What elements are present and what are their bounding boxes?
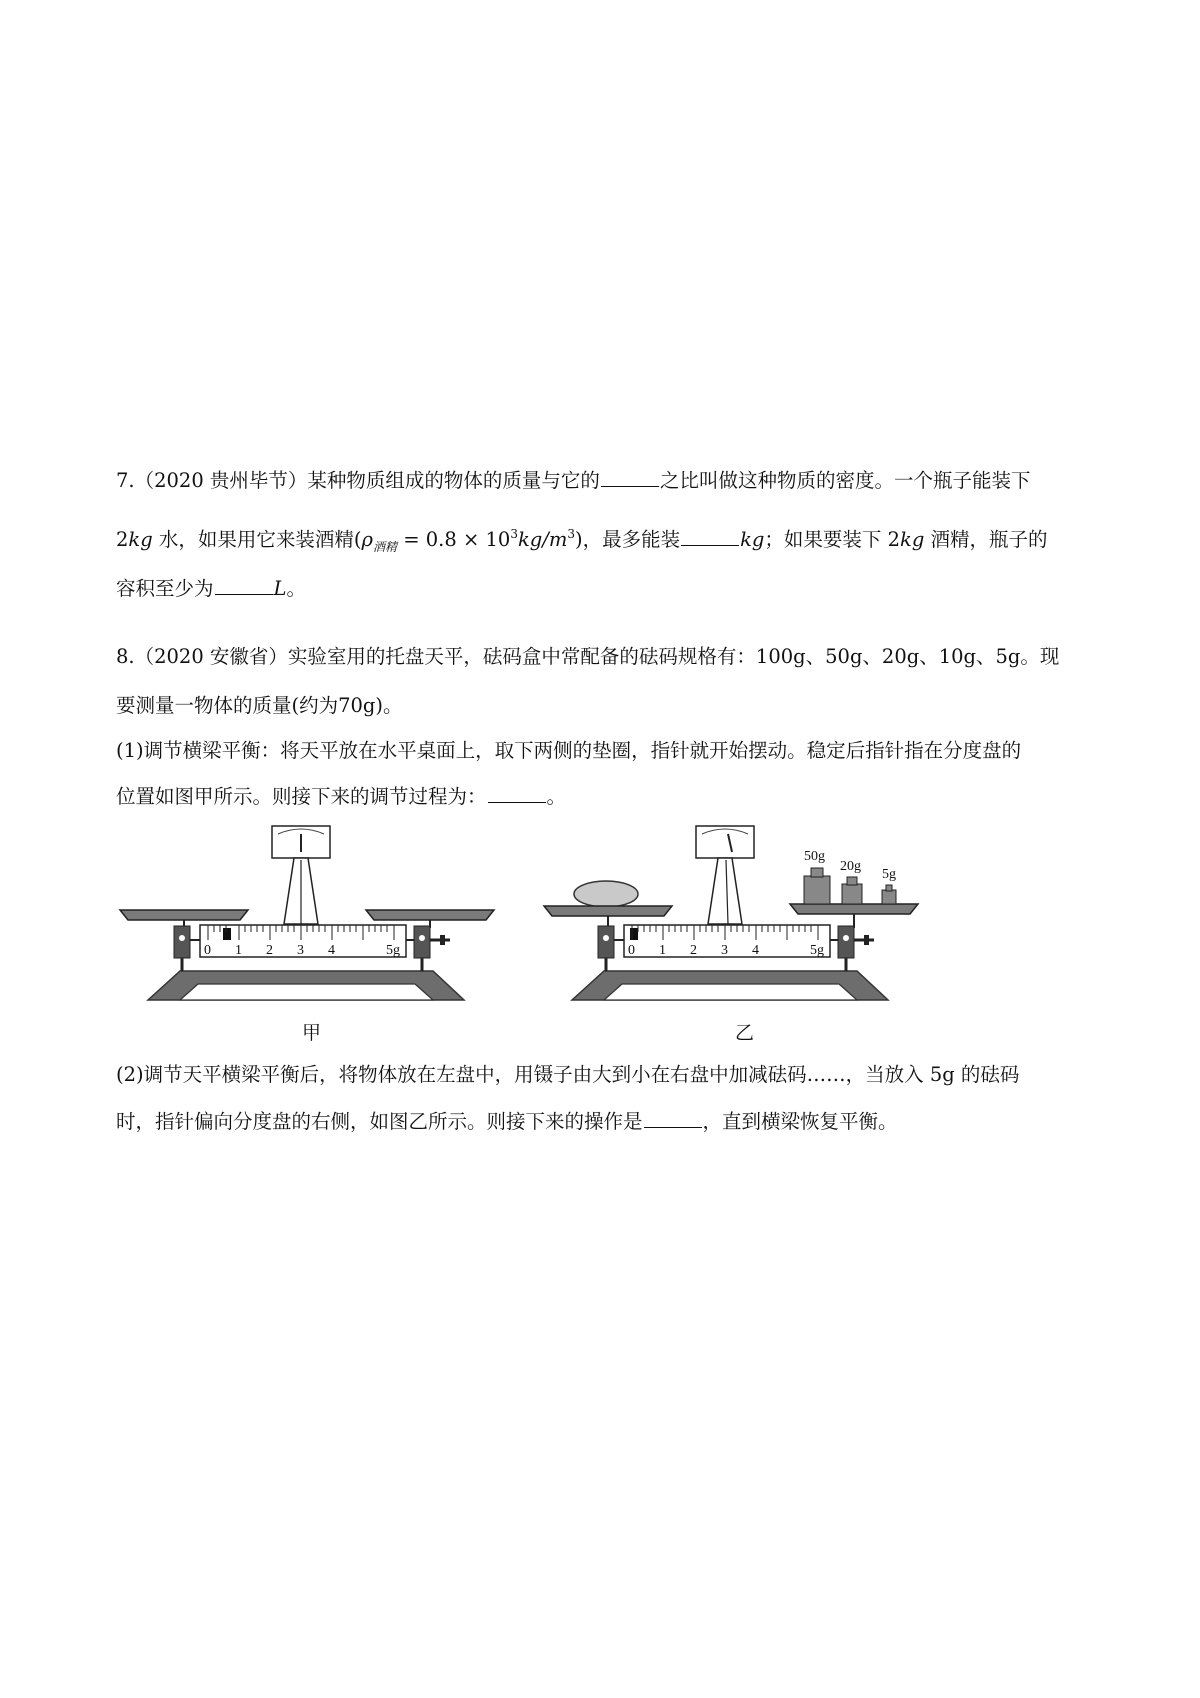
rider xyxy=(630,928,638,940)
tick-label: 1 xyxy=(235,943,242,958)
q7-text: 之比叫做这种物质的密度。一个瓶子能装下 xyxy=(659,469,1031,492)
q7-line3 xyxy=(116,574,306,603)
q8-text: 位置如图甲所示。则接下来的调节过程为： xyxy=(116,785,487,808)
q8-part1-line2 xyxy=(116,782,566,811)
q8-part2-line2 xyxy=(116,1107,898,1136)
right-pan xyxy=(366,910,494,920)
q8-text: 时，指针偏向分度盘的右侧，如图乙所示。则接下来的操作是 xyxy=(116,1110,643,1133)
rider xyxy=(223,928,231,940)
right-knob xyxy=(414,926,430,958)
answer-blank[interactable] xyxy=(681,525,739,546)
q7-line2 xyxy=(116,520,1048,561)
tick-label: 3 xyxy=(297,943,304,958)
balance-nut xyxy=(864,935,869,945)
q7-text: )，最多能装 xyxy=(574,528,681,551)
q7-text: = 0.8 × 10 xyxy=(397,528,511,551)
tick-label: 1 xyxy=(659,943,666,958)
knob-dot xyxy=(419,935,425,941)
balance-figure-right xyxy=(542,824,922,1014)
tick-label: 5g xyxy=(810,943,824,958)
q7-text: 水，如果用它来装酒精( xyxy=(152,528,362,551)
balance-base-cutout xyxy=(180,984,433,1000)
weight-50g-knob xyxy=(811,868,823,877)
right-pan xyxy=(790,904,918,914)
weight-label: 20g xyxy=(840,859,861,874)
weight-label: 50g xyxy=(804,849,825,864)
exponent: 3 xyxy=(510,527,518,541)
q8-line1: 8.（2020 安徽省）实验室用的托盘天平，砝码盒中常配备的砝码规格有：100g、50g、20g、10g、5g。现 xyxy=(116,645,1060,668)
left-pan xyxy=(544,906,672,916)
unit-kg: kg xyxy=(128,528,153,551)
weight-20g-knob xyxy=(847,877,857,885)
weight-label: 5g xyxy=(882,867,896,882)
knob-dot xyxy=(603,935,609,941)
q7-text: 2 xyxy=(116,528,129,551)
q8-line2: 要测量一物体的质量(约为70g)。 xyxy=(116,694,403,717)
q7-text: ；如果要装下 2 xyxy=(764,528,900,551)
tick-label: 4 xyxy=(752,943,759,958)
tick-label: 5g xyxy=(386,943,400,958)
unit-density: kg/m xyxy=(517,528,568,551)
knob-dot xyxy=(843,935,849,941)
balance-nut xyxy=(440,935,445,945)
tick-label: 0 xyxy=(628,943,635,958)
unit-liter: L xyxy=(273,577,287,600)
unit-kg: kg xyxy=(900,528,925,551)
exponent: 3 xyxy=(567,527,575,541)
answer-blank[interactable] xyxy=(488,782,546,803)
weight-20g xyxy=(842,884,862,904)
answer-blank[interactable] xyxy=(601,466,659,487)
rho-symbol: ρ xyxy=(361,528,374,551)
caption-jia: 甲 xyxy=(302,1022,322,1044)
tick-label: 2 xyxy=(690,943,697,958)
q8-text: 。 xyxy=(546,785,567,808)
weight-5g-knob xyxy=(886,885,892,891)
rho-subscript: 酒精 xyxy=(373,540,398,554)
tick-label: 4 xyxy=(328,943,335,958)
tick-label: 0 xyxy=(204,943,211,958)
object xyxy=(574,881,638,907)
q8-text: ，直到横梁恢复平衡。 xyxy=(702,1110,898,1133)
pointer-column xyxy=(708,858,742,924)
q7-text: 容积至少为 xyxy=(116,577,214,600)
answer-blank[interactable] xyxy=(215,574,273,595)
weight-50g xyxy=(804,876,830,904)
knob-dot xyxy=(179,935,185,941)
right-knob xyxy=(838,926,854,958)
tick-label: 2 xyxy=(266,943,273,958)
q8-part2-line1: (2)调节天平横梁平衡后，将物体放在左盘中，用镊子由大到小在右盘中加减砝码……，当放入 5g 的砝码 xyxy=(116,1063,1020,1086)
answer-blank[interactable] xyxy=(644,1107,702,1128)
balance-base-cutout xyxy=(604,984,857,1000)
scale-dial xyxy=(696,826,754,858)
q8-part1-line1: (1)调节横梁平衡：将天平放在水平桌面上，取下两侧的垫圈，指针就开始摆动。稳定后指针指在分度盘的 xyxy=(116,739,1022,762)
left-knob xyxy=(598,926,614,958)
q7-text: 酒精，瓶子的 xyxy=(924,528,1048,551)
q7-text: 7.（2020 贵州毕节）某种物质组成的物体的质量与它的 xyxy=(116,469,600,492)
q7-line1 xyxy=(116,466,1030,495)
weight-5g xyxy=(882,890,896,904)
unit-kg: kg xyxy=(740,528,765,551)
q7-text: 。 xyxy=(286,577,306,600)
caption-yi: 乙 xyxy=(735,1022,755,1044)
balance-figure-left xyxy=(118,824,498,1014)
tick-label: 3 xyxy=(721,943,728,958)
left-pan xyxy=(120,910,248,920)
left-knob xyxy=(174,926,190,958)
